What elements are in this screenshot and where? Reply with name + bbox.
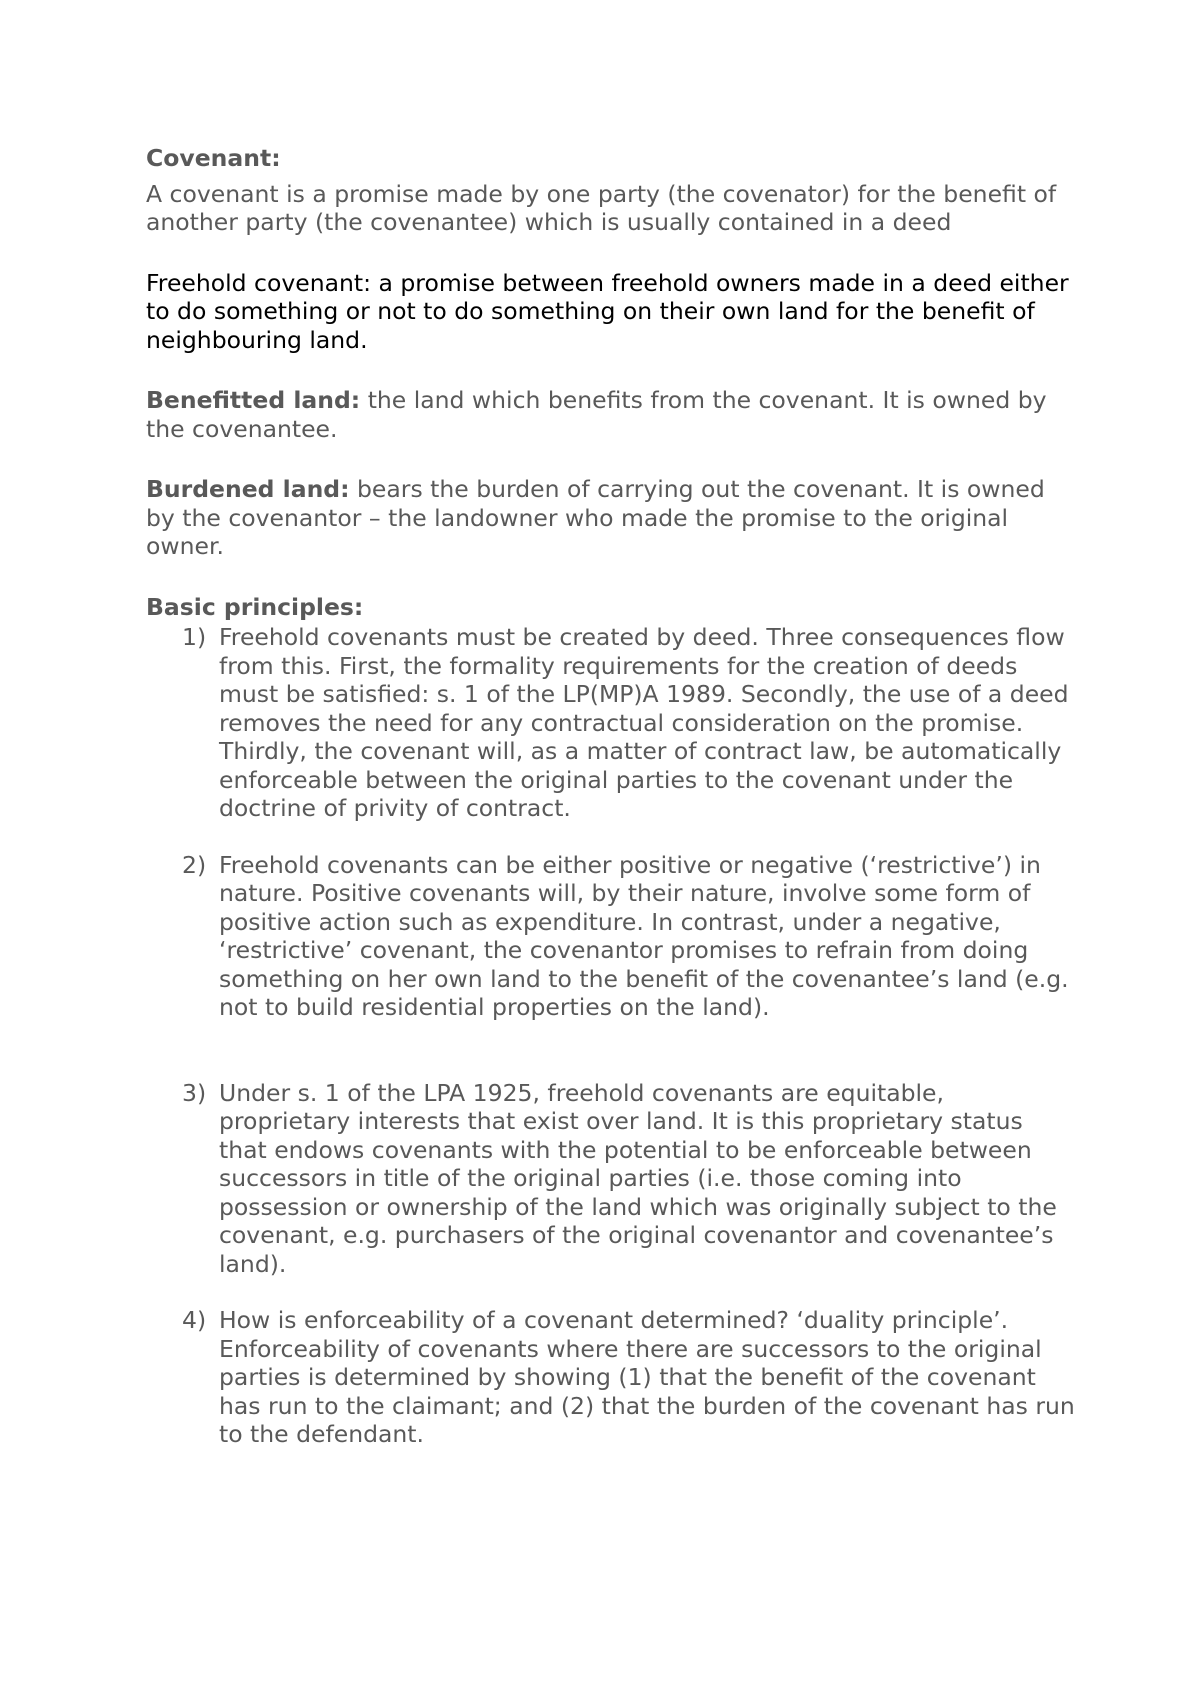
covenant-definition: A covenant is a promise made by one party (the covenator) for the benefit of another party (the covenantee) which is usually contained in a deed bbox=[146, 179, 1057, 236]
list-item bbox=[146, 1306, 1076, 1449]
list-item-number: 3) bbox=[182, 1078, 207, 1107]
burdened-land-text: bears the burden of carrying out the covenant. It is owned by the covenantor – the landowner who made the promise to the original owner. bbox=[146, 475, 1045, 560]
benefitted-land-term: Benefitted land: bbox=[146, 386, 361, 414]
list-item-text: Under s. 1 of the LPA 1925, freehold covenants are equitable, proprietary interests that exist over land. It is this proprietary status that endows covenants with the potential to be enforceable between successors in title of the original parties (i.e. those coming into possession or ownership of the land which was originally subject to the covenant, e.g. purchasers of the original covenantor and covenantee’s land). bbox=[219, 1078, 1057, 1278]
list-item-text: Freehold covenants can be either positive or negative (‘restrictive’) in nature. Positive covenants will, by their nature, involve some form of positive action such as expenditure. In contrast, under a negative, ‘restrictive’ covenant, the covenantor promises to refrain from doing something on her own land to the benefit of the covenantee’s land (e.g. not to build residential properties on the land). bbox=[219, 850, 1069, 1021]
list-item-text: How is enforceability of a covenant determined? ‘duality principle’. Enforceability of covenants where there are successors to the original parties is determined by showing (1) that the benefit of the covenant has run to the claimant; and (2) that the burden of the covenant has run to the defendant. bbox=[219, 1306, 1075, 1448]
list-item-text: Freehold covenants must be created by deed. Three consequences flow from this. First, the formality requirements for the creation of deeds must be satisfied: s. 1 of the LP(MP)A 1989. Secondly, the use of a deed removes the need for any contractual consideration on the promise. Thirdly, the covenant will, as a matter of contract law, be automatically enforceable between the original parties to the covenant under the doctrine of privity of contract. bbox=[219, 623, 1069, 822]
list-item-number: 2) bbox=[182, 850, 207, 879]
list-item bbox=[146, 623, 1076, 823]
burdened-land-paragraph bbox=[146, 475, 1076, 561]
list-item-number: 1) bbox=[182, 623, 207, 651]
freehold-covenant-definition: Freehold covenant: a promise between freehold owners made in a deed either to do something or not to do something on their own land for the benefit of neighbouring land. bbox=[146, 268, 1069, 354]
burdened-land-term: Burdened land: bbox=[146, 475, 350, 503]
basic-principles-heading: Basic principles: bbox=[146, 592, 364, 621]
benefitted-land-paragraph bbox=[146, 386, 1076, 443]
covenant-heading: Covenant: bbox=[146, 144, 281, 172]
document-page bbox=[146, 144, 1076, 1449]
list-item bbox=[146, 851, 1076, 1022]
list-item-number: 4) bbox=[182, 1306, 207, 1334]
principles-list bbox=[146, 623, 1076, 1449]
benefitted-land-text: the land which benefits from the covenant. It is owned by the covenantee. bbox=[146, 386, 1047, 443]
list-item bbox=[146, 1079, 1076, 1279]
